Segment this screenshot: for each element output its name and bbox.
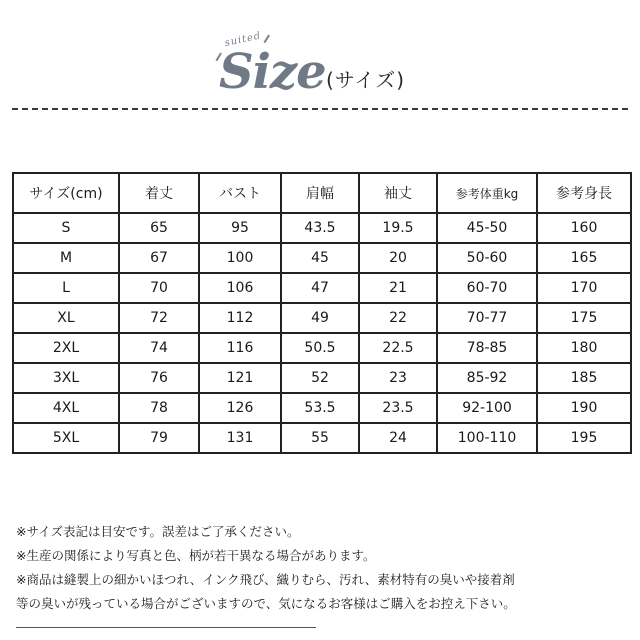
header-shoulder: 肩幅 bbox=[281, 173, 359, 213]
table-cell: 79 bbox=[119, 423, 199, 453]
table-row bbox=[13, 363, 631, 393]
table-cell: 4XL bbox=[13, 393, 119, 423]
table-row bbox=[13, 393, 631, 423]
table-row bbox=[13, 333, 631, 363]
table-cell: 95 bbox=[199, 213, 281, 243]
note-line: ※商品は縫製上の細かいほつれ、インク飛び、織りむら、汚れ、素材特有の臭いや接着剤 bbox=[16, 572, 515, 587]
table-cell: 175 bbox=[537, 303, 631, 333]
table-cell: 116 bbox=[199, 333, 281, 363]
table-cell: 67 bbox=[119, 243, 199, 273]
table-cell: 72 bbox=[119, 303, 199, 333]
table-cell: 100-110 bbox=[437, 423, 537, 453]
table-cell: 78 bbox=[119, 393, 199, 423]
note-line: 等の臭いが残っている場合がございますので、気になるお客様はご購入をお控え下さい。 bbox=[16, 596, 516, 611]
size-table-container bbox=[12, 172, 630, 454]
table-cell: XL bbox=[13, 303, 119, 333]
table-cell: 170 bbox=[537, 273, 631, 303]
notes-underline bbox=[16, 627, 316, 628]
table-cell: 21 bbox=[359, 273, 437, 303]
table-cell: 65 bbox=[119, 213, 199, 243]
size-table bbox=[12, 172, 632, 454]
table-cell: 70-77 bbox=[437, 303, 537, 333]
table-cell: 50-60 bbox=[437, 243, 537, 273]
header-size: サイズ(cm) bbox=[13, 173, 119, 213]
table-cell: 106 bbox=[199, 273, 281, 303]
table-cell: 70 bbox=[119, 273, 199, 303]
table-cell: 23 bbox=[359, 363, 437, 393]
table-cell: 45-50 bbox=[437, 213, 537, 243]
page-header bbox=[0, 0, 640, 110]
table-cell: 112 bbox=[199, 303, 281, 333]
table-cell: 52 bbox=[281, 363, 359, 393]
table-row bbox=[13, 213, 631, 243]
note-line: ※生産の関係により写真と色、柄が若干異なる場合があります。 bbox=[16, 548, 376, 563]
table-cell: 74 bbox=[119, 333, 199, 363]
table-cell: 55 bbox=[281, 423, 359, 453]
table-cell: 78-85 bbox=[437, 333, 537, 363]
table-row bbox=[13, 273, 631, 303]
header-bust: バスト bbox=[199, 173, 281, 213]
table-cell: 126 bbox=[199, 393, 281, 423]
size-title: Size bbox=[219, 44, 326, 100]
table-cell: 190 bbox=[537, 393, 631, 423]
table-cell: 47 bbox=[281, 273, 359, 303]
suited-decor-text: suited bbox=[223, 30, 263, 49]
table-cell: 165 bbox=[537, 243, 631, 273]
table-cell: 20 bbox=[359, 243, 437, 273]
header-weight: 参考体重kg bbox=[437, 173, 537, 213]
table-cell: 180 bbox=[537, 333, 631, 363]
table-cell: 2XL bbox=[13, 333, 119, 363]
table-cell: 85-92 bbox=[437, 363, 537, 393]
size-subtitle: (サイズ) bbox=[326, 68, 406, 92]
table-cell: 195 bbox=[537, 423, 631, 453]
notes-section bbox=[16, 520, 630, 616]
table-cell: 5XL bbox=[13, 423, 119, 453]
table-cell: 60-70 bbox=[437, 273, 537, 303]
table-cell: S bbox=[13, 213, 119, 243]
note-line: ※サイズ表記は目安です。誤差はご了承ください。 bbox=[16, 524, 300, 539]
decor-tick-right bbox=[263, 35, 269, 43]
table-cell: 76 bbox=[119, 363, 199, 393]
header-height: 参考身長 bbox=[537, 173, 631, 213]
table-cell: 53.5 bbox=[281, 393, 359, 423]
table-row bbox=[13, 243, 631, 273]
header-sleeve: 袖丈 bbox=[359, 173, 437, 213]
table-cell: 50.5 bbox=[281, 333, 359, 363]
table-cell: 92-100 bbox=[437, 393, 537, 423]
table-cell: 121 bbox=[199, 363, 281, 393]
table-header-row bbox=[13, 173, 631, 213]
table-cell: 160 bbox=[537, 213, 631, 243]
header-length: 着丈 bbox=[119, 173, 199, 213]
table-cell: 22.5 bbox=[359, 333, 437, 363]
table-cell: M bbox=[13, 243, 119, 273]
table-cell: L bbox=[13, 273, 119, 303]
table-cell: 23.5 bbox=[359, 393, 437, 423]
table-cell: 45 bbox=[281, 243, 359, 273]
table-cell: 3XL bbox=[13, 363, 119, 393]
table-cell: 185 bbox=[537, 363, 631, 393]
table-cell: 131 bbox=[199, 423, 281, 453]
dashed-divider bbox=[12, 108, 628, 110]
table-cell: 19.5 bbox=[359, 213, 437, 243]
table-cell: 43.5 bbox=[281, 213, 359, 243]
table-row bbox=[13, 303, 631, 333]
table-cell: 22 bbox=[359, 303, 437, 333]
table-cell: 49 bbox=[281, 303, 359, 333]
table-row bbox=[13, 423, 631, 453]
table-cell: 24 bbox=[359, 423, 437, 453]
table-cell: 100 bbox=[199, 243, 281, 273]
